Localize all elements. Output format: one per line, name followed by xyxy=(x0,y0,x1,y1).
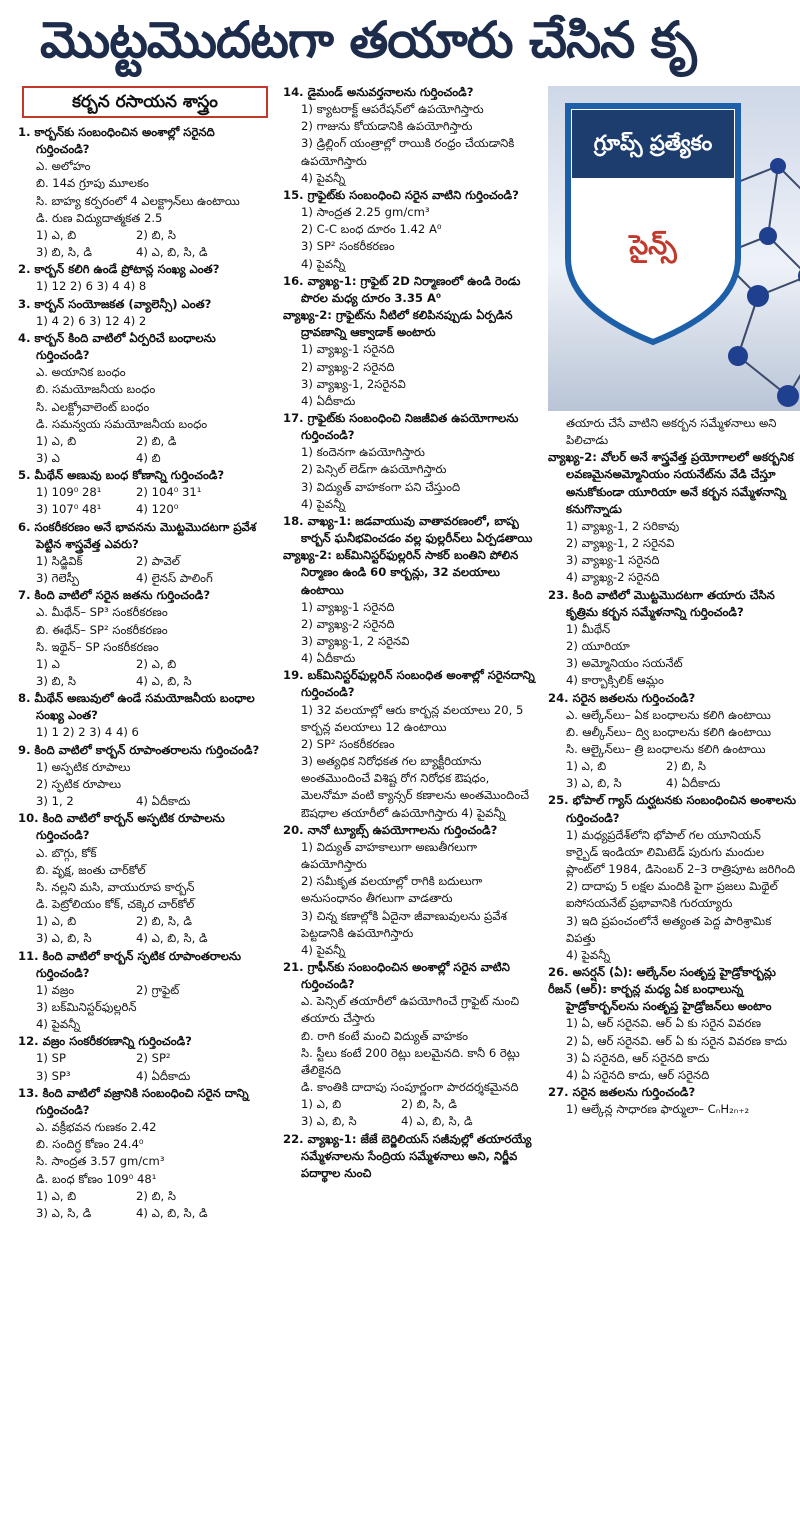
question-text: 16. వ్యాఖ్య-1: గ్రాఫైట్ 2D నిర్మాణంలో ఉండి రెండు పొరల మధ్య దూరం 3.35 A⁰ xyxy=(283,273,521,305)
option-text: 2) బి, సి xyxy=(136,1188,177,1203)
option-text: 3) బక్‌మినిస్టర్‌ఫుల్లరిన్ xyxy=(36,999,137,1014)
question-text: 24. సరైన జతలను గుర్తించండి? xyxy=(548,690,696,705)
option-text: తయారు చేసే వాటిని అకర్బన సమ్మేళనాలు అని పిలిచాడు xyxy=(566,416,777,448)
option-text: డి. బంధ కోణం 109⁰ 48¹ xyxy=(36,1171,157,1186)
option-text: 1) వ్యాఖ్య-1 సరైనది xyxy=(301,599,395,614)
option-text: 3) వ్యాఖ్య-1, 2 సరైనవి xyxy=(301,634,410,648)
option-text: 2) బి, సి xyxy=(666,759,707,774)
option-text: 2) దాదాపు 5 లక్షల మందికి పైగా ప్రజలు మిథైల్ ఐసోసయనేట్ ప్రభావానికి గురయ్యారు xyxy=(566,879,778,911)
option-text: బి. రాగి కంటే మంచి విద్యుత్ వాహకం xyxy=(301,1028,468,1043)
question-text: 17. గ్రాఫైట్‌కు సంబంధించి నిజజీవిత ఉపయోగాలను గుర్తించండి? xyxy=(283,410,519,443)
option-text: 1) ఎ, బి xyxy=(36,914,77,929)
question-text: 15. గ్రాఫైట్‌కు సంబంధించి సరైన వాటిని గుర్తించండి? xyxy=(283,187,519,202)
option-text: 4) ఏ సరైనది కాదు, ఆర్ సరైనది xyxy=(566,1067,710,1082)
option-text: బి. 14వ గ్రూపు మూలకం xyxy=(36,176,149,191)
option-text: 3) విద్యుత్ వాహకంగా పని చేస్తుంది xyxy=(301,479,461,494)
question-text: 23. కింది వాటిలో మొట్టమొదటగా తయారు చేసిన కృత్రిమ కర్బన సమ్మేళనాన్ని గుర్తించండి? xyxy=(548,587,775,619)
option-text: 3) ఏ సరైనది, ఆర్ సరైనది కాదు xyxy=(566,1050,710,1065)
option-text: 2) ఏ, ఆర్ సరైనవి. ఆర్ ఏ కు సరైన వివరణ కాదు xyxy=(566,1033,787,1048)
option-text: 2) C-C బంధ దూరం 1.42 A⁰ xyxy=(301,222,442,237)
option-text: 1) కందెనగా ఉపయోగిస్తారు xyxy=(301,445,425,460)
option-text: 2) వ్యాఖ్య-2 సరైనది xyxy=(301,616,395,631)
option-text: సి. నల్లని మసి, వాయురూప కార్బన్ xyxy=(36,879,195,894)
option-text: 1) ఎ, బి xyxy=(36,1188,77,1203)
option-text: 2) సమీకృత వలయాల్లో రాగికి బదులుగా అనుసంధానం తీగలుగా వాడతారు xyxy=(301,874,483,906)
option-text: 4) పైవన్నీ xyxy=(301,170,346,185)
option-pair xyxy=(18,433,272,450)
option-text: 2) బి, సి, డి xyxy=(136,914,192,929)
option-pair xyxy=(18,673,272,690)
option-pair xyxy=(18,1188,272,1205)
option-text: 3) ఎ, బి, సి xyxy=(301,1114,357,1129)
option-text: 3) ఎ xyxy=(36,450,60,465)
option-text: 4) ఎ, బి, సి, డి xyxy=(136,245,208,260)
question-text: వ్యాఖ్య-2: బక్‌మినిస్టర్‌ఫుల్లరిన్ సాకర్ బంతిని పోలిన నిర్మాణం ఉండి 60 కార్బన్లు, 32 వలయాలు ఉంటాయి xyxy=(283,548,519,597)
option-text: 2) వ్యాఖ్య-2 సరైనది xyxy=(301,359,395,374)
option-text: 2) బి, సి, డి xyxy=(401,1097,457,1112)
question-text: 12. వజ్రం సంకరీకరణాన్ని గుర్తించండి? xyxy=(18,1034,192,1049)
option-pair xyxy=(18,913,272,930)
option-pair xyxy=(18,793,272,810)
question-text: 9. కింది వాటిలో కార్బన్ రూపాంతరాలను గుర్తించండి? xyxy=(18,742,260,757)
option-text: 4) బి xyxy=(136,450,161,465)
option-text: 2) SP² సంకరీకరణం xyxy=(301,736,395,751)
option-text: 3) బి, సి, డి xyxy=(36,245,92,260)
question-text: 2. కార్బన్ కలిగి ఉండే ప్రోటాన్ల సంఖ్య ఎంత? xyxy=(18,262,220,277)
option-pair xyxy=(18,982,272,999)
option-text: 1) ఏ, ఆర్ సరైనవి. ఆర్ ఏ కు సరైన వివరణ xyxy=(566,1016,762,1031)
option-pair xyxy=(283,1096,536,1113)
option-text: 1) సిడ్జివిక్ xyxy=(36,553,83,568)
option-pair xyxy=(18,227,272,244)
option-text: సి. బాహ్య కర్పరంలో 4 ఎలక్ట్రాన్‌లు ఉంటాయి xyxy=(36,193,240,208)
option-text: 4) పైవన్నీ xyxy=(36,1017,81,1032)
option-text: 3) గెలెస్పీ xyxy=(36,571,79,586)
option-text: 1) SP xyxy=(36,1051,66,1066)
option-text: బి. వృక్ష, జంతు చార్‌కోల్ xyxy=(36,862,146,877)
option-pair xyxy=(18,244,272,261)
option-text: 4) ఏదీకాదు xyxy=(136,1068,191,1083)
option-text: 2) గాజును కోయడానికి ఉపయోగిస్తారు xyxy=(301,119,473,134)
option-text: 4) ఏదీకాదు xyxy=(136,794,191,809)
option-text: బి. ఆల్కీన్‌లు– ద్వి బంధాలను కలిగి ఉంటాయి xyxy=(566,724,772,739)
question-text: 26. అసర్షన్ (ఏ): ఆల్కేన్‌ల సంతృప్త హైడ్రోకార్బన్లు xyxy=(548,965,776,979)
option-text: 1) ఎ, బి xyxy=(566,759,607,774)
question-text: 7. కింది వాటిలో సరైన జతను గుర్తించండి? xyxy=(18,588,211,603)
option-text: 4) ఎ, బి, సి xyxy=(136,674,192,688)
option-text: 3) చిన్న కణాల్లోకి ఏదైనా జీవాణువులను ప్రవేశ పెట్టడానికి ఉపయోగిస్తారు xyxy=(301,908,507,940)
option-text: 3) ఎ, సి, డి xyxy=(36,1205,92,1220)
option-text: 1) ఎ xyxy=(36,656,60,671)
question-text: 27. సరైన జతలను గుర్తించండి? xyxy=(548,1085,696,1100)
option-pair xyxy=(18,450,272,467)
option-text: 2) వ్యాఖ్య-1, 2 సరైనవి xyxy=(566,536,675,551)
option-text: బి. సమయోజనీయ బంధం xyxy=(36,382,156,397)
option-text: 4) లైనస్ పాలింగ్ xyxy=(136,571,213,586)
option-text: 2) బి, సి xyxy=(136,227,177,242)
option-pair xyxy=(18,553,272,570)
option-text: 3) ఎ, బి, సి xyxy=(566,776,622,791)
option-pair xyxy=(18,484,272,501)
option-text: 3) డ్రిల్లింగ్ యంత్రాల్లో రాయికి రంధ్రం చేయడానికి ఉపయోగిస్తారు xyxy=(301,136,515,168)
option-text: 4) వ్యాఖ్య-2 సరైనది xyxy=(566,570,660,585)
option-text: 4) ఏదీకాదు xyxy=(301,651,356,666)
question-text: 5. మీథేన్ అణువు బంధ కోణాన్ని గుర్తించండి? xyxy=(18,468,225,483)
option-text: 4) పైవన్నీ xyxy=(566,947,611,962)
option-text: 2) బి, డి xyxy=(136,433,177,448)
option-text: 1) ఎ, బి xyxy=(36,227,77,242)
option-text: 3) వ్యాఖ్య-1 సరైనది xyxy=(566,553,660,568)
question-list xyxy=(283,84,536,1182)
option-pair xyxy=(548,758,796,775)
question-text: 19. బక్‌మినిస్టర్‌ఫుల్లరిన్ సంబంధిత అంశాల్లో సరైనదాన్ని గుర్తించండి? xyxy=(283,668,535,700)
option-text: 1) ఎ, బి xyxy=(36,433,77,448)
question-list xyxy=(18,124,272,1222)
option-text: 1) మధ్యప్రదేశ్‌లోని భోపాల్ గల యూనియన్ కార్బైడ్ ఇండియా లిమిటెడ్ పురుగు మందుల ప్లాంట్‌లో 1984, డిసెంబర్ 2–3 రాత్రిపూట జరిగింది xyxy=(566,827,796,877)
question-text: 3. కార్బన్ సంయోజకత (వ్యాలెన్సీ) ఎంత? xyxy=(18,296,212,311)
option-pair xyxy=(18,930,272,947)
option-text: 2) 104⁰ 31¹ xyxy=(136,485,202,500)
option-text: 1) వ్యాఖ్య-1 సరైనది xyxy=(301,342,395,357)
column-1 xyxy=(18,86,272,1222)
option-text: 1) 109⁰ 28¹ xyxy=(36,485,102,500)
option-text: 2) యూరియా xyxy=(566,639,630,654)
question-text: 10. కింది వాటిలో కార్బన్ అస్ఫటిక రూపాలను గుర్తించండి? xyxy=(18,811,225,843)
option-pair xyxy=(18,1050,272,1067)
question-text: 18. వాఖ్య-1: జడవాయువు వాతావరణంలో, బాష్ప కార్బన్ ఘనీభవించడం వల్ల ఫుల్లరీన్‌లు ఏర్పడతాయి xyxy=(283,513,533,546)
option-text: ఎ. అలోహం xyxy=(36,159,91,174)
option-text: 1) క్యాటరాక్ట్ ఆపరేషన్‌లో ఉపయోగిస్తారు xyxy=(301,102,484,117)
option-text: 3) బి, సి xyxy=(36,674,77,688)
option-text: 4) ఏదీకాదు xyxy=(301,393,356,408)
column-3 xyxy=(548,415,796,1118)
option-text: 1) 4 2) 6 3) 12 4) 2 xyxy=(36,313,147,328)
option-text: ఎ. ఆల్కేన్‌లు– ఏక బంధాలను కలిగి ఉంటాయి xyxy=(566,707,771,722)
option-text: 2) SP² xyxy=(136,1051,171,1066)
option-text: 1) 32 వలయాల్లో ఆరు కార్బన్ల వలయాలు 20, 5 కార్బన్ల వలయాలు 12 ఉంటాయి xyxy=(301,702,524,734)
option-text: 1) ఆల్కేన్ల సాధారణ ఫార్ములా– CₙH₂ₙ₊₂ xyxy=(566,1102,750,1117)
option-text: 4) పైవన్నీ xyxy=(301,256,346,271)
question-text: 4. కార్బన్ కింది వాటిలో ఏర్పరిచే బంధాలను గుర్తించండి? xyxy=(18,330,216,363)
option-text: 3) 1, 2 xyxy=(36,794,74,809)
option-text: ఎ. బొగ్గు, కోక్ xyxy=(36,845,97,860)
option-text: బి. సందిగ్ధ కోణం 24.4⁰ xyxy=(36,1137,144,1152)
question-list xyxy=(548,415,796,1118)
option-text: 2) స్ఫటిక రూపాలు xyxy=(36,776,122,791)
question-text: 25. భోపాల్ గ్యాస్ దుర్ఘటనకు సంబంధించిన అంశాలను గుర్తించండి? xyxy=(548,793,796,825)
option-text: 2) పెన్సిల్ లెడ్‌గా ఉపయోగిస్తారు xyxy=(301,462,447,477)
option-text: డి. కాంతికి దాదాపు సంపూర్ణంగా పారదర్శకమైనది xyxy=(301,1080,519,1095)
option-text: 2) ఎ, బి xyxy=(136,656,177,671)
option-text: 2) పావెల్ xyxy=(136,553,181,568)
question-text: 21. గ్రాఫీన్‌కు సంబంధించిన అంశాల్లో సరైన వాటిని గుర్తించండి? xyxy=(283,959,510,992)
option-text: సి. ఆల్కైన్‌లు– త్రి బంధాలను కలిగి ఉంటాయి xyxy=(566,741,766,756)
option-text: సి. ఎలక్ట్రోవాలెంట్ బంధం xyxy=(36,399,150,414)
option-text: 4) కార్బాక్సిలిక్ ఆమ్లం xyxy=(566,673,664,688)
option-pair xyxy=(18,1205,272,1222)
option-text: 4) ఎ, బి, సి, డి xyxy=(401,1114,473,1129)
option-pair xyxy=(283,1113,536,1130)
option-text: 3) 107⁰ 48¹ xyxy=(36,502,102,517)
question-text: 20. నానో ట్యూబ్స్ ఉపయోగాలను గుర్తించండి? xyxy=(283,822,498,837)
option-text: 4) ఏదీకాదు xyxy=(666,776,721,791)
option-text: సి. ఇథైన్– SP సంకరీకరణం xyxy=(36,639,159,654)
option-text: డి. రుణ విద్యుదాత్మకత 2.5 xyxy=(36,210,163,225)
option-pair xyxy=(18,656,272,673)
question-text: 8. మీథేన్ అణువులో ఉండే సమయోజనీయ బంధాల సంఖ్య ఎంత? xyxy=(18,691,255,723)
science-label: సైన్స్ xyxy=(629,230,677,261)
option-text: 1) విద్యుత్ వాహకాలుగా అణుతీగలుగా ఉపయోగిస్తారు xyxy=(301,839,478,872)
option-text: ఎ. పెన్సిల్ తయారీలో ఉపయోగించే గ్రాఫైట్ నుంచి తయారు చేస్తారు xyxy=(301,994,520,1026)
question-text: వ్యాఖ్య-2: వోలర్ అనే శాస్త్రవేత్త ప్రయోగాలలో అకర్బనిక లవణమైనఅమ్మోనియం సయనేట్‌ను వేడి చేస్తూ అనుకోకుండా యూరియా అనే కర్బన సమ్మేళనాన్ని కనుగొన్నాడు xyxy=(548,450,794,516)
option-text: 3) ఇది ప్రపంచంలోనే అత్యంత పెద్ద పారిశ్రామిక విపత్తు xyxy=(566,913,772,945)
option-text: 3) SP³ xyxy=(36,1068,71,1083)
option-text: 1) అస్ఫటిక రూపాలు xyxy=(36,759,131,774)
groups-special-label: గ్రూప్స్ ప్రత్యేకం xyxy=(593,131,713,155)
option-text: 1) ఎ, బి xyxy=(301,1097,342,1112)
option-text: 3) అత్యధిక నిరోధకత గల బ్యాక్టీరియాను అంతమొందించే విశిష్ట రోగ నిరోధక ఔషధం, మెలనోమా వంటి క్యాన్సర్ కణాలను అంతమొందించే ఔషధాల తయారీలో ఉపయోగిస్తారు 4) పైవన్నీ xyxy=(301,754,530,820)
groups-special-banner xyxy=(548,86,800,411)
question-text: వ్యాఖ్య-2: గ్రాఫైట్‌ను నీటిలో కలిపినప్పుడు ఏర్పడిన ద్రావణాన్ని ఆక్వాడాక్ అంటారు xyxy=(283,308,513,340)
option-text: బి. ఈథేన్– SP² సంకరీకరణం xyxy=(36,622,168,637)
question-text: 22. వ్యాఖ్య-1: జేజే బెర్జిలియస్ సజీవుల్లో తయారయ్యే సమ్మేళనాలను సేంద్రియ సమ్మేళనాలు అని, నిర్జీవ పదార్థాల నుంచి xyxy=(283,1131,532,1180)
option-text: 4) 120⁰ xyxy=(136,502,179,517)
option-text: సి. స్టీలు కంటే 200 రెట్లు బలమైనది. కానీ 6 రెట్లు తేలికైనది xyxy=(301,1045,520,1077)
option-text: 1) 1 2) 2 3) 4 4) 6 xyxy=(36,725,139,740)
option-pair xyxy=(18,1068,272,1085)
option-text: 4) పైవన్నీ xyxy=(301,942,346,957)
option-text: డి. పెట్రోలియం కోక్, చక్కెర చార్‌కోల్ xyxy=(36,897,195,912)
option-text: ఎ. మీథేన్– SP³ సంకరీకరణం xyxy=(36,605,168,620)
option-text: 3) SP² సంకరీకరణం xyxy=(301,239,395,254)
column-2 xyxy=(283,84,536,1182)
question-text: 6. సంకరీకరణం అనే భావనను మొట్టమొదటగా ప్రవేశ పెట్టిన శాస్త్రవేత్త ఎవరు? xyxy=(18,519,257,551)
option-text: ఎ. వక్రీభవన గుణకం 2.42 xyxy=(36,1120,157,1135)
option-pair xyxy=(548,775,796,792)
option-pair xyxy=(18,570,272,587)
option-text: 3) ఎ, బి, సి xyxy=(36,931,92,946)
option-text: ఎ. అయానిక బంధం xyxy=(36,365,126,380)
option-text: డి. సమన్వయ సమయోజనీయ బంధం xyxy=(36,416,208,431)
option-text: 3) అమ్మోనియం సయనేట్ xyxy=(566,656,683,671)
section-title: కర్బన రసాయన శాస్త్రం xyxy=(22,86,268,118)
option-text: 4) పైవన్నీ xyxy=(301,496,346,511)
option-pair xyxy=(18,501,272,518)
question-text: 11. కింది వాటిలో కార్బన్ స్ఫటిక రూపాంతరాలను గుర్తించండి? xyxy=(18,948,242,980)
question-text: 14. డైమండ్ అనువర్తనాలను గుర్తించండి? xyxy=(283,85,474,99)
question-text: 13. కింది వాటిలో వజ్రానికి సంబంధించి సరైన దాన్ని గుర్తించండి? xyxy=(18,1085,249,1117)
option-text: 4) ఎ, బి, సి, డి xyxy=(136,1205,208,1220)
option-text: 1) సాంద్రత 2.25 gm/cm³ xyxy=(301,205,430,220)
option-text: 1) 12 2) 6 3) 4 4) 8 xyxy=(36,279,147,294)
option-text: 1) మీథేన్ xyxy=(566,621,611,636)
option-text: 2) గ్రాఫైట్ xyxy=(136,982,180,997)
option-text: 1) వజ్రం xyxy=(36,982,75,997)
option-text: సి. సాంద్రత 3.57 gm/cm³ xyxy=(36,1154,165,1169)
option-text: 3) వ్యాఖ్య-1, 2సరైనవి xyxy=(301,376,406,391)
page-headline: మొట్టమొదటగా తయారు చేసిన కృ xyxy=(40,11,696,69)
option-text: 1) వ్యాఖ్య-1, 2 సరికావు xyxy=(566,518,680,533)
option-text: 4) ఎ, బి, సి, డి xyxy=(136,931,208,946)
question-text: రీజన్ (ఆర్): కార్బన్ల మధ్య ఏక బంధాలున్న హైడ్రోకార్బన్‌లను సంతృప్త హైడ్రోజన్‌లు అంటాం xyxy=(548,982,772,1014)
question-text: 1. కార్బన్‌కు సంబంధించిన అంశాల్లో సరైనది గుర్తించండి? xyxy=(18,125,215,157)
